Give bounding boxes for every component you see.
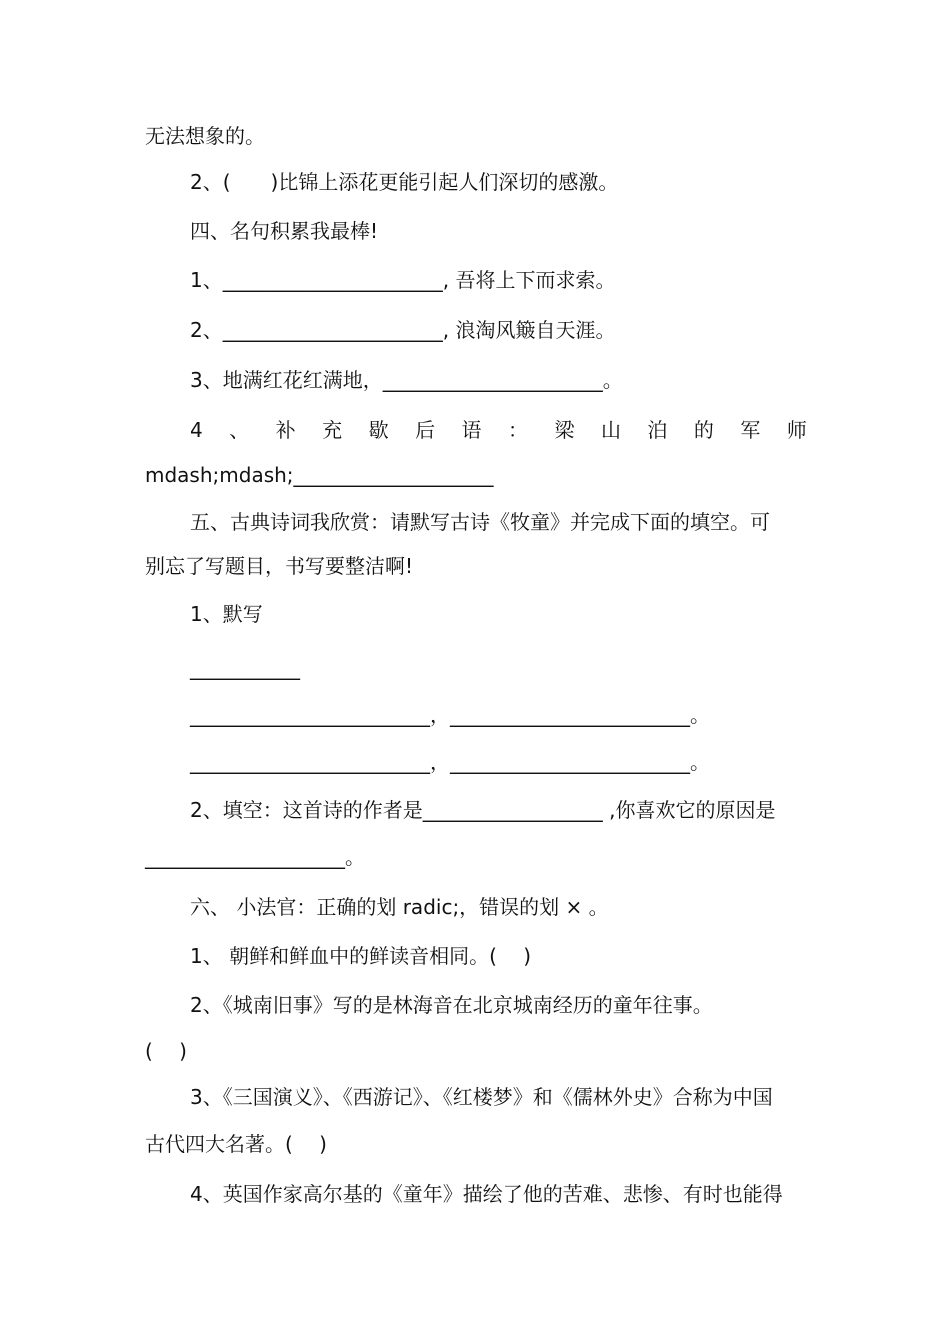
text-line: ( ) <box>145 1039 187 1063</box>
text-line: 无法想象的。 <box>145 124 265 148</box>
char: 军 <box>740 418 761 442</box>
section-heading: 六、 小法官：正确的划 radic;，错误的划 × 。 <box>190 895 609 919</box>
blank-line: ________________________，________________________。 <box>190 703 710 727</box>
section-heading: 五、古典诗词我欣赏：请默写古诗《牧童》并完成下面的填空。可 <box>190 510 770 534</box>
question-line: 3、地满红花红满地，______________________。 <box>190 368 623 392</box>
char: 山 <box>600 418 621 442</box>
char: 、 <box>229 418 250 442</box>
question-line: 3、《三国演义》、《西游记》、《红楼梦》和《儒林外史》合称为中国 <box>190 1085 773 1109</box>
question-line: 2、填空：这首诗的作者是__________________ ,你喜欢它的原因是 <box>190 798 776 822</box>
blank-line: ____________________。 <box>145 845 365 869</box>
question-line: 2、( )比锦上添花更能引起人们深切的感激。 <box>190 170 619 194</box>
xiehouyu-question <box>190 416 807 444</box>
question-line: 4、英国作家高尔基的《童年》描绘了他的苦难、悲惨、有时也能得 <box>190 1182 783 1206</box>
char: 梁 <box>554 418 575 442</box>
char: 语 <box>461 418 482 442</box>
question-line: 2、《城南旧事》写的是林海音在北京城南经历的童年往事。 <box>190 993 713 1017</box>
question-line: 1、______________________, 吾将上下而求索。 <box>190 268 616 292</box>
char: 的 <box>693 418 714 442</box>
text-line: 别忘了写题目，书写要整洁啊! <box>145 554 414 578</box>
char: 师 <box>786 418 807 442</box>
blank-line: ________________________，________________________。 <box>190 750 710 774</box>
char: 后 <box>415 418 436 442</box>
char: 补 <box>275 418 296 442</box>
blank-line: ___________ <box>190 656 300 680</box>
question-line: 1、默写 <box>190 602 263 626</box>
char: 歇 <box>368 418 389 442</box>
text-line: mdash;mdash;____________________ <box>145 463 494 487</box>
char: ： <box>508 418 529 442</box>
char: 泊 <box>647 418 668 442</box>
question-line: 2、______________________, 浪淘风簸自天涯。 <box>190 318 616 342</box>
question-line: 1、 朝鲜和鲜血中的鲜读音相同。( ) <box>190 944 532 968</box>
char: 4 <box>190 418 203 442</box>
section-heading: 四、名句积累我最棒! <box>190 219 379 243</box>
text-line: 古代四大名著。( ) <box>145 1132 327 1156</box>
char: 充 <box>322 418 343 442</box>
